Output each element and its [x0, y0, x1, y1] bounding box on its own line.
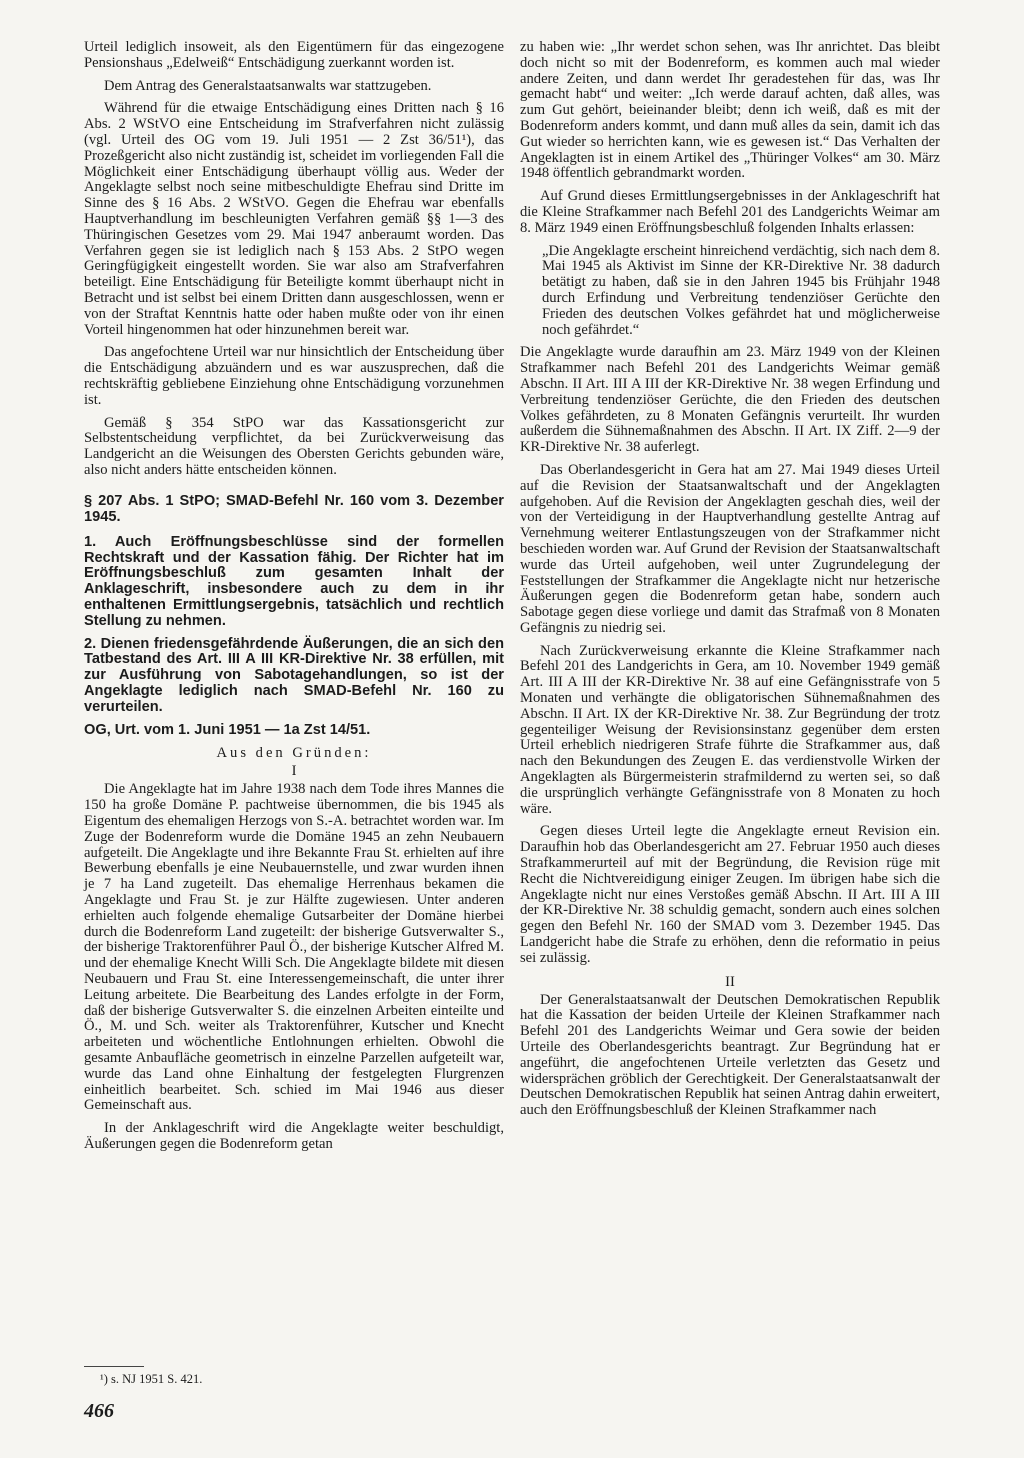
paragraph: Auf Grund dieses Ermittlungsergebnisses in der Anklageschrift hat die Kleine Strafkammer nach Befehl 201 des Landgerichts Weimar am 8. März 1949 einen Eröffnungsbeschluß folgenden Inhalts erlassen:: [520, 188, 940, 236]
block-quote: „Die Angeklagte erscheint hinreichend verdächtig, sich nach dem 8. Mai 1945 als Aktivist im Sinne der KR-Direktive Nr. 38 dadurch betätigt zu haben, daß sie in den Jahren 1945 bis Frühjahr 1948 durch Erfindung und Verbreitung tendenziöser Gerüchte den Frieden des deutschen Volkes gefährdet hat und möglicherweise noch gefährdet.“: [542, 242, 940, 338]
paragraph: Urteil lediglich insoweit, als den Eigentümern für das eingezogene Pensionshaus „Edelweiß“ Entschädigung zuerkannt worden ist.: [84, 39, 504, 71]
left-column: [84, 40, 504, 1160]
headnote-2: 2. Dienen friedensgefährdende Äußerungen, die an sich den Tatbestand des Art. III A III KR-Direktive Nr. 38 erfüllen, mit zur Ausführung von Sabotagehandlungen, so ist der Angeklagte lediglich nach SMAD-Befehl Nr. 160 zu verurteilen.: [84, 635, 504, 715]
paragraph: Nach Zurückverweisung erkannte die Kleine Strafkammer nach Befehl 201 des Landgerichts in Gera, am 10. November 1949 gemäß Art. III A III der KR-Direktive Nr. 38 auf eine Gefängnisstrafe von 5 Monaten und verhängte die obligatorischen Sühnemaßnahmen des Abschn. II Art. IX der KR-Direktive Nr. 38. Zur Begründung der trotz gegenteiliger Weisung der Revisionsinstanz gegenüber dem ersten Urteil erheblich niedrigeren Strafe führte die Strafkammer aus, daß nach den Bekundungen des Zeugen E. das verdienstvolle Wirken der Angeklagten als Bürgermeisterin strafmildernd zu werten sei, so daß die ursprünglich verhängte Gefängnisstrafe von 8 Monaten zu hoch wäre.: [520, 642, 940, 817]
paragraph: Während für die etwaige Entschädigung eines Dritten nach § 16 Abs. 2 WStVO eine Entscheidung im Strafverfahren nicht zulässig (vgl. Urteil des OG vom 19. Juli 1951 — 2 Zst 36/51¹), das Prozeßgericht also nicht zuständig ist, scheidet im vorliegenden Fall die Möglichkeit einer Entschädigung überhaupt völlig aus. Weder der Angeklagte selbst noch seine mitbeschuldigte Ehefrau sind Dritte im Sinne des § 16 Abs. 2 WStVO. Gegen die Ehefrau war ebenfalls Hauptverhandlung im beschleunigten Verfahren gemäß §§ 1—3 des Thüringischen Gesetzes vom 29. Mai 1947 anberaumt worden. Das Verfahren gegen sie ist lediglich nach § 153 Abs. 2 StPO wegen Geringfügigkeit eingestellt worden. Sie war also am Strafverfahren beteiligt. Eine Entschädigung für Beteiligte kommt überhaupt nicht in Betracht und ist selbst bei einem Dritten dann ausgeschlossen, wenn er von der Straftat Kenntnis hatte oder haben mußte oder von ihr einen Vorteil hingenommen hat oder hinzunehmen bereit war.: [84, 100, 504, 338]
paragraph: Gegen dieses Urteil legte die Angeklagte erneut Revision ein. Daraufhin hob das Oberlandesgericht am 27. Februar 1950 auch dieses Strafkammerurteil auf mit der Begründung, die Revision rüge mit Recht die Nichtvereidigung einiger Zeugen. Im übrigen habe sich die Angeklagte nicht nur eines Verstoßes gemäß Abschn. II Art. III A III der KR-Direktive Nr. 38 schuldig gemacht, sondern auch eines solchen gegen den Befehl Nr. 160 der SMAD vom 3. Dezember 1945. Das Landgericht habe die Strafe zu erhöhen, denn die reformatio in peius sei zulässig.: [520, 823, 940, 966]
paragraph: Die Angeklagte hat im Jahre 1938 nach dem Tode ihres Mannes die 150 ha große Domäne P. pachtweise übernommen, die bis 1945 als Eigentum des ehemaligen Herzogs von S.-A. betrachtet worden war. Im Zuge der Bodenreform wurde die Domäne 1945 an zehn Neubauern aufgeteilt. Die Angeklagte und ihre Bekannte Frau St. erhielten auf ihre Bewerbung ebenfalls je eine Neubauernstelle, und zwar wurden ihnen je 7 ha Land zugeteilt. Das ehemalige Herrenhaus bekamen die Angeklagte und Frau St. je zur Hälfte zugewiesen. Unter anderen erhielten auch folgende ehemalige Gutsarbeiter der Domäne hierbei durch die Bodenreform Land zugeteilt: der bisherige Gutsverwalter S., der bisherige Traktorenführer Paul Ö., der bisherige Kutscher Alfred M. und der ehemalige Knecht Willi Sch. Die Angeklagte bildete mit diesen Neubauern und Frau St. eine Interessengemeinschaft, die unter ihrer Leitung arbeitete. Die Bearbeitung des Landes erfolgte in der Form, daß der bisherige Gutsverwalter S. die einzelnen Arbeiten einteilte und Ö., M. und Sch. weiter als Traktorenführer, Kutscher und Knecht arbeiteten und wöchentliche Entlohnungen erhielten. Obwohl die gesamte Anbaufläche geometrisch in einzelne Parzellen aufgeteilt war, wurde das Land ohne Einhaltung der festgelegten Flurgrenzen einheitlich bearbeitet. Sch. schied im Mai 1946 aus dieser Gemeinschaft aus.: [84, 781, 504, 1114]
paragraph: zu haben wie: „Ihr werdet schon sehen, was Ihr anrichtet. Das bleibt doch nicht so mit der Bodenreform, es kommen auch mal wieder andere Zeiten, und dann werdet Ihr geradestehen für das, was Ihr gemacht habt“ und weiter: „Ich werde darauf achten, daß alles, was zum Gut gehört, beieinander bleibt; denn ich weiß, daß es mit der Bodenreform anders kommt, und dann muß alles da sein, damit ich das Gut wieder so herrichten kann, wie es gewesen ist.“ Das Verhalten der Angeklagten ist in einem Artikel des „Thüringer Volkes“ am 30. März 1948 öffentlich gebrandmarkt worden.: [520, 39, 940, 182]
legal-reference: § 207 Abs. 1 StPO; SMAD-Befehl Nr. 160 vom 3. Dezember 1945.: [84, 492, 504, 525]
footnote-rule: [84, 1366, 144, 1367]
paragraph: In der Anklageschrift wird die Angeklagte weiter beschuldigt, Äußerungen gegen die Bodenreform getan: [84, 1120, 504, 1153]
paragraph: Die Angeklagte wurde daraufhin am 23. März 1949 von der Kleinen Strafkammer nach Befehl 201 des Landgerichts Weimar gemäß Abschn. II Art. III A III der KR-Direktive Nr. 38 wegen Erfindung und Verbreitung tendenziöser Gerüchte, die den Frieden des deutschen Volkes gefährdeten, zu 8 Monaten Gefängnis verurteilt. Ihr wurden außerdem die Sühnemaßnahmen des Abschn. II Art. IX Ziff. 2—9 der KR-Direktive Nr. 38 auferlegt.: [520, 344, 940, 456]
section-number: I: [291, 763, 297, 780]
paragraph: Das Oberlandesgericht in Gera hat am 27. Mai 1949 dieses Urteil auf die Revision der Staatsanwaltschaft und der Angeklagten aufgehoben. Auf die Revision der Angeklagten geschah dies, weil der von der Verteidigung in der Hauptverhandlung gestellte Antrag auf Vernehmung weiterer Entlastungszeugen von der Strafkammer nicht beschieden worden war. Auf Grund der Revision der Staatsanwaltschaft wurde das Urteil aufgehoben, weil unter Zugrundelegung der Feststellungen der Strafkammer die Angeklagte nicht nur hetzerische Äußerungen gegen die Bodenreform getan habe, sondern auch Sabotage gegen diese vorliege und damit das Strafmaß von 8 Monaten Gefängnis zu niedrig sei.: [520, 461, 940, 636]
paragraph: Dem Antrag des Generalstaatsanwalts war stattzugeben.: [104, 77, 432, 94]
section-heading: Aus den Gründen:: [216, 745, 372, 762]
right-column: [520, 40, 940, 1126]
section-number: II: [725, 973, 735, 990]
page-number: 466: [84, 1400, 114, 1422]
headnote-1: 1. Auch Eröffnungsbeschlüsse sind der formellen Rechtskraft und der Kassation fähig. Der Richter hat im Eröffnungsbeschluß zum gesamten Inhalt der Anklageschrift, insbesondere auch zu dem in ihr enthaltenen Ermittlungsergebnis, tatsächlich und rechtlich Stellung zu nehmen.: [84, 533, 504, 629]
footnote: ¹) s. NJ 1951 S. 421.: [100, 1372, 203, 1386]
paragraph: Das angefochtene Urteil war nur hinsichtlich der Entscheidung über die Entschädigung abzuändern und es war auszusprechen, daß die rechtskräftig gebliebene Einziehung ohne Entschädigung vorzunehmen ist.: [84, 344, 504, 408]
paragraph: Der Generalstaatsanwalt der Deutschen Demokratischen Republik hat die Kassation der beiden Urteile der Kleinen Strafkammer nach Befehl 201 des Landgerichts Weimar und Gera sowie der beiden Urteile des Oberlandesgerichts beantragt. Zur Begründung hat er angeführt, die angefochtenen Urteile verletzten das Gesetz und widersprächen gröblich der Gerechtigkeit. Der Generalstaatsanwalt der Deutschen Demokratischen Republik hat seinen Antrag dahin erweitert, auch den Eröffnungsbeschluß der Kleinen Strafkammer nach: [520, 991, 940, 1119]
court-citation: OG, Urt. vom 1. Juni 1951 — 1a Zst 14/51.: [84, 722, 371, 739]
paragraph: Gemäß § 354 StPO war das Kassationsgericht zur Selbstentscheidung verpflichtet, da bei Zurückverweisung das Landgericht an die Weisungen des Obersten Gerichts gebunden wäre, also nicht anders hätte entscheiden können.: [84, 414, 504, 478]
